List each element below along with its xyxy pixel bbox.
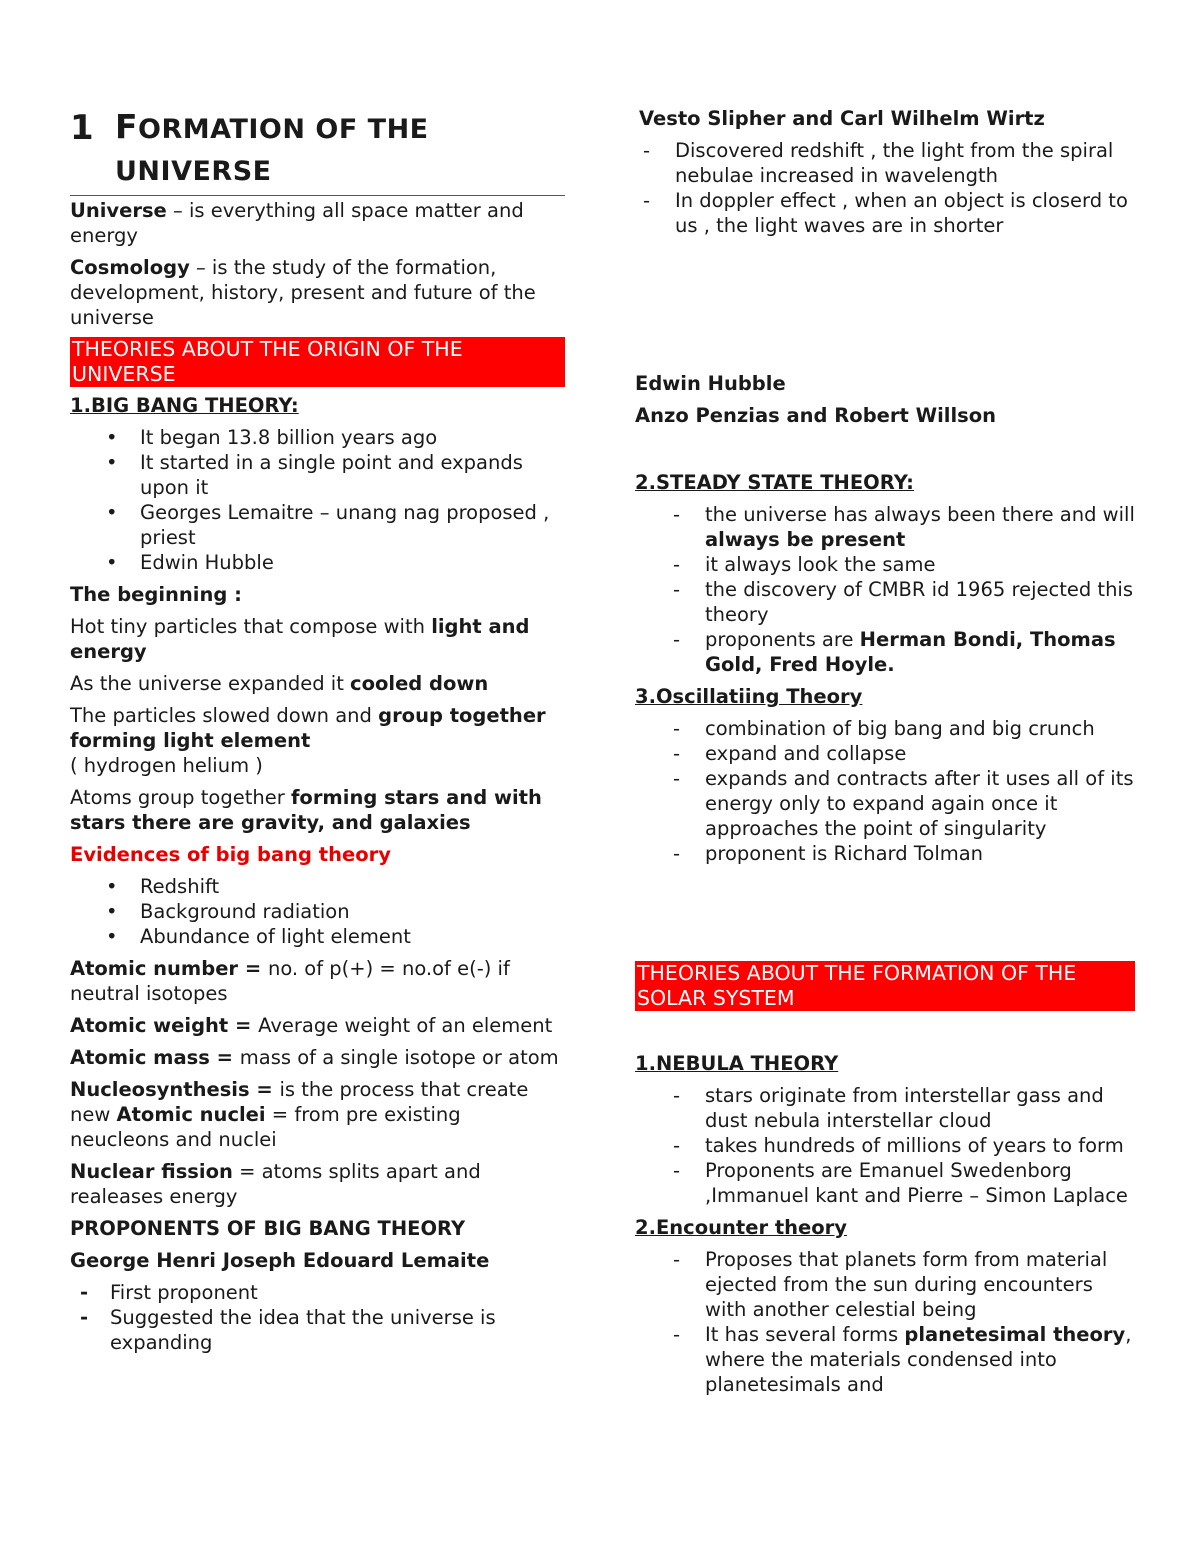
list-item: - it always look the same (635, 552, 1135, 577)
chapter-number: 1 (70, 108, 94, 148)
list-item: - Proponents are Emanuel Swedenborg ,Immanuel kant and Pierre – Simon Laplace (635, 1158, 1135, 1208)
slipher-list (635, 138, 1135, 238)
list-item: • It began 13.8 billion years ago (70, 425, 565, 450)
origin-theories-banner: THEORIES ABOUT THE ORIGIN OF THE UNIVERSE (70, 337, 565, 387)
nebula-heading: 1.NEBULA THEORY (635, 1052, 839, 1075)
beginning-label: The beginning : (70, 583, 242, 606)
proponents-heading: PROPONENTS OF BIG BANG THEORY (70, 1217, 466, 1240)
list-item: - takes hundreds of millions of years to form (635, 1133, 1135, 1158)
list-item: - In doppler effect , when an object is closerd to us , the light waves are in shorter (635, 188, 1135, 238)
atomic-weight-definition: Atomic weight = Average weight of an element (70, 1014, 553, 1037)
evidences-heading: Evidences of big bang theory (70, 843, 391, 866)
list-item: • Edwin Hubble (70, 550, 565, 575)
list-item: • It started in a single point and expands upon it (70, 450, 565, 500)
list-item: - proponents are Herman Bondi, Thomas Gold, Fred Hoyle. (635, 627, 1135, 677)
list-item: - It has several forms planetesimal theory, where the materials condensed into planetesimals and (635, 1322, 1135, 1397)
list-item: • Georges Lemaitre – unang nag proposed , priest (70, 500, 565, 550)
list-item: - the universe has always been there and will always be present (635, 502, 1135, 552)
lemaitre-name: George Henri Joseph Edouard Lemaite (70, 1249, 490, 1272)
universe-definition: Universe – is everything all space matter and energy (70, 199, 524, 247)
steady-state-list (635, 502, 1135, 677)
evidences-list (70, 874, 565, 949)
list-item: - Discovered redshift , the light from the spiral nebulae increased in wavelength (635, 138, 1135, 188)
heading-line2: UNIVERSE (115, 156, 272, 187)
paragraph: Hot tiny particles that compose with light and energy (70, 615, 530, 663)
hubble-name: Edwin Hubble (635, 372, 786, 395)
encounter-list (635, 1247, 1135, 1397)
list-item: - expand and collapse (635, 741, 1135, 766)
slipher-name: Vesto Slipher and Carl Wilhelm Wirtz (639, 107, 1045, 130)
solar-system-banner: THEORIES ABOUT THE FORMATION OF THE SOLAR SYSTEM (635, 961, 1135, 1011)
cosmology-definition: Cosmology – is the study of the formation, development, history, present and future of the universe (70, 256, 536, 329)
penzias-name: Anzo Penzias and Robert Willson (635, 404, 997, 427)
oscillating-list (635, 716, 1135, 866)
list-item: - the discovery of CMBR id 1965 rejected this theory (635, 577, 1135, 627)
steady-state-heading: 2.STEADY STATE THEORY: (635, 471, 914, 494)
big-bang-list (70, 425, 565, 575)
paragraph: Atoms group together forming stars and with stars there are gravity, and galaxies (70, 786, 542, 834)
big-bang-heading: 1.BIG BANG THEORY: (70, 394, 299, 417)
list-item: - combination of big bang and big crunch (635, 716, 1135, 741)
lemaitre-list (70, 1280, 565, 1355)
paragraph: As the universe expanded it cooled down (70, 672, 489, 695)
atomic-mass-definition: Atomic mass = mass of a single isotope or atom (70, 1046, 559, 1069)
nuclear-fission-definition: Nuclear fission = atoms splits apart and realeases energy (70, 1160, 481, 1208)
list-item: • Abundance of light element (70, 924, 565, 949)
list-item: - Suggested the idea that the universe is expanding (70, 1305, 565, 1355)
encounter-heading: 2.Encounter theory (635, 1216, 848, 1239)
list-item: - proponent is Richard Tolman (635, 841, 1135, 866)
left-body (70, 198, 565, 1362)
paragraph: The particles slowed down and group together forming light element ( hydrogen helium ) (70, 704, 546, 777)
list-item: - Proposes that planets form from material ejected from the sun during encounters with another celestial being (635, 1247, 1135, 1322)
list-item: - First proponent (70, 1280, 565, 1305)
oscillating-heading: 3.Oscillatiing Theory (635, 685, 863, 708)
heading-initial: F (115, 107, 139, 146)
list-item: - stars originate from interstellar gass and dust nebula interstellar cloud (635, 1083, 1135, 1133)
list-item: • Redshift (70, 874, 565, 899)
atomic-number-definition: Atomic number = no. of p(+) = no.of e(-) if neutral isotopes (70, 957, 510, 1005)
list-item: - expands and contracts after it uses all of its energy only to expand again once it approaches the point of singularity (635, 766, 1135, 841)
nucleosynthesis-definition: Nucleosynthesis = is the process that create new Atomic nuclei = from pre existing neucleons and nuclei (70, 1078, 529, 1151)
list-item: • Background radiation (70, 899, 565, 924)
heading-line1: ORMATION OF THE (138, 114, 429, 145)
chapter-heading (70, 106, 565, 196)
nebula-list (635, 1083, 1135, 1208)
